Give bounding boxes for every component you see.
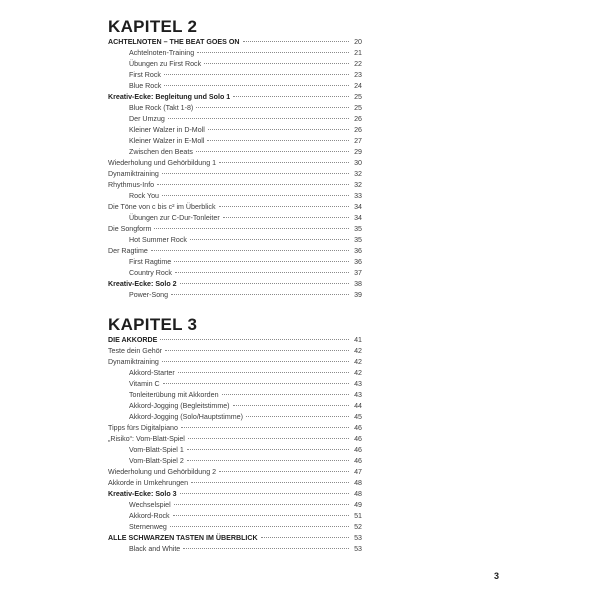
toc-entry: [108, 235, 362, 246]
toc-entry-page: 21: [354, 49, 362, 57]
dot-leader: [233, 96, 349, 97]
toc-entry-label: Kreativ-Ecke: Begleitung und Solo 1: [108, 93, 231, 101]
chapter-title: KAPITEL 3: [108, 315, 198, 334]
toc-entry-page: 27: [354, 137, 362, 145]
dot-leader: [219, 162, 349, 163]
toc-entry-label: Kreativ-Ecke: Solo 3: [108, 490, 177, 498]
chapter-title: KAPITEL 2: [108, 17, 198, 36]
toc-entry-label: Dynamiktraining: [108, 170, 159, 178]
dot-leader: [233, 405, 349, 406]
toc-entry: [108, 246, 362, 257]
toc-entry: [108, 158, 362, 169]
toc-entry: [108, 544, 362, 555]
toc-entry: [108, 401, 362, 412]
toc-entry-label: Akkorde in Umkehrungen: [108, 479, 189, 487]
table-of-contents-list: [108, 335, 362, 555]
toc-entry-label: Wiederholung und Gehörbildung 2: [108, 468, 217, 476]
toc-entry-label: Die Songform: [108, 225, 152, 233]
toc-entry-label: Akkord-Jogging (Begleitstimme): [129, 402, 230, 410]
toc-entry-page: 34: [354, 214, 362, 222]
dot-leader: [162, 195, 349, 196]
toc-entry-page: 47: [354, 468, 362, 476]
toc-entry: [108, 48, 362, 59]
toc-entry-label: Kleiner Walzer in E-Moll: [129, 137, 205, 145]
toc-entry: [108, 37, 362, 48]
toc-entry-label: „Risiko“: Vom-Blatt-Spiel: [108, 435, 185, 443]
toc-entry-label: Vom-Blatt-Spiel 1: [129, 446, 184, 454]
dot-leader: [154, 228, 349, 229]
toc-entry-page: 22: [354, 60, 362, 68]
toc-entry: [108, 70, 362, 81]
toc-entry-label: Wechselspiel: [129, 501, 171, 509]
toc-entry-label: Rock You: [129, 192, 159, 200]
dot-leader: [170, 526, 349, 527]
toc-entry-label: Achtelnoten-Training: [129, 49, 195, 57]
toc-entry-page: 46: [354, 446, 362, 454]
toc-entry-label: Akkord-Jogging (Solo/Hauptstimme): [129, 413, 243, 421]
toc-entry-page: 25: [354, 93, 362, 101]
toc-entry-page: 53: [354, 534, 362, 542]
toc-entry-page: 41: [354, 336, 362, 344]
toc-entry: [108, 169, 362, 180]
dot-leader: [204, 63, 349, 64]
toc-entry-page: 42: [354, 369, 362, 377]
toc-entry-page: 48: [354, 479, 362, 487]
dot-leader: [168, 118, 349, 119]
toc-entry-page: 25: [354, 104, 362, 112]
dot-leader: [243, 41, 349, 42]
toc-entry-label: Hot Summer Rock: [129, 236, 187, 244]
dot-leader: [164, 85, 349, 86]
chapter-2-section: [108, 18, 362, 301]
toc-entry-label: Tonleiterübung mit Akkorden: [129, 391, 219, 399]
dot-leader: [174, 504, 349, 505]
dot-leader: [180, 493, 349, 494]
dot-leader: [222, 394, 349, 395]
toc-entry-page: 35: [354, 236, 362, 244]
toc-entry-label: Black and White: [129, 545, 181, 553]
dot-leader: [160, 339, 349, 340]
toc-entry-label: Wiederholung und Gehörbildung 1: [108, 159, 217, 167]
dot-leader: [165, 350, 349, 351]
toc-entry-page: 48: [354, 490, 362, 498]
toc-entry: [108, 180, 362, 191]
toc-entry: [108, 191, 362, 202]
toc-entry-label: Blue Rock (Takt 1-8): [129, 104, 194, 112]
dot-leader: [180, 283, 349, 284]
toc-entry: [108, 368, 362, 379]
toc-entry: [108, 412, 362, 423]
dot-leader: [197, 52, 349, 53]
toc-entry-page: 42: [354, 347, 362, 355]
toc-entry-page: 46: [354, 457, 362, 465]
toc-entry-label: Der Ragtime: [108, 247, 148, 255]
toc-entry: [108, 522, 362, 533]
toc-entry: [108, 202, 362, 213]
toc-entry-page: 52: [354, 523, 362, 531]
dot-leader: [187, 449, 349, 450]
toc-entry-label: ALLE SCHWARZEN TASTEN IM ÜBERBLICK: [108, 534, 258, 542]
dot-leader: [196, 107, 349, 108]
dot-leader: [183, 548, 349, 549]
dot-leader: [175, 272, 349, 273]
toc-entry: [108, 290, 362, 301]
toc-entry-page: 34: [354, 203, 362, 211]
dot-leader: [162, 173, 349, 174]
dot-leader: [164, 74, 349, 75]
toc-entry-page: 35: [354, 225, 362, 233]
chapter-3-section: [108, 316, 362, 555]
toc-entry: [108, 511, 362, 522]
toc-entry: [108, 434, 362, 445]
dot-leader: [246, 416, 349, 417]
toc-entry-label: First Rock: [129, 71, 161, 79]
dot-leader: [219, 206, 350, 207]
dot-leader: [223, 217, 349, 218]
toc-entry: [108, 59, 362, 70]
toc-entry: [108, 500, 362, 511]
toc-entry-label: Übungen zur C-Dur-Tonleiter: [129, 214, 220, 222]
dot-leader: [187, 460, 349, 461]
dot-leader: [151, 250, 349, 251]
dot-leader: [261, 537, 349, 538]
toc-entry: [108, 390, 362, 401]
toc-entry-label: Zwischen den Beats: [129, 148, 193, 156]
toc-entry: [108, 213, 362, 224]
toc-entry: [108, 346, 362, 357]
toc-entry-label: Tipps fürs Digitalpiano: [108, 424, 178, 432]
toc-entry-label: Der Umzug: [129, 115, 165, 123]
toc-entry-page: 46: [354, 424, 362, 432]
toc-entry-page: 30: [354, 159, 362, 167]
toc-entry: [108, 81, 362, 92]
toc-entry-label: Rhythmus-Info: [108, 181, 155, 189]
dot-leader: [188, 438, 349, 439]
dot-leader: [208, 129, 349, 130]
toc-entry: [108, 379, 362, 390]
toc-entry-page: 33: [354, 192, 362, 200]
toc-entry-label: Dynamiktraining: [108, 358, 159, 366]
toc-entry-page: 53: [354, 545, 362, 553]
dot-leader: [171, 294, 349, 295]
toc-entry-label: Übungen zu First Rock: [129, 60, 202, 68]
toc-entry-page: 36: [354, 258, 362, 266]
toc-entry-label: Akkord-Starter: [129, 369, 175, 377]
toc-entry-page: 42: [354, 358, 362, 366]
toc-entry-label: Vitamin C: [129, 380, 160, 388]
toc-entry-page: 43: [354, 391, 362, 399]
toc-entry-page: 43: [354, 380, 362, 388]
dot-leader: [178, 372, 349, 373]
toc-entry-page: 26: [354, 115, 362, 123]
toc-entry: [108, 335, 362, 346]
toc-entry: [108, 533, 362, 544]
toc-entry-label: Sternenweg: [129, 523, 167, 531]
toc-entry: [108, 423, 362, 434]
toc-entry: [108, 445, 362, 456]
toc-entry-page: 23: [354, 71, 362, 79]
toc-entry-label: Die Töne von c bis c² im Überblick: [108, 203, 216, 211]
toc-entry-label: Akkord-Rock: [129, 512, 170, 520]
dot-leader: [163, 383, 349, 384]
toc-entry-page: 39: [354, 291, 362, 299]
toc-entry: [108, 103, 362, 114]
toc-entry-page: 32: [354, 170, 362, 178]
table-of-contents-list: [108, 37, 362, 301]
dot-leader: [191, 482, 349, 483]
toc-entry-page: 51: [354, 512, 362, 520]
dot-leader: [190, 239, 349, 240]
toc-entry: [108, 357, 362, 368]
toc-entry: [108, 125, 362, 136]
toc-entry-label: First Ragtime: [129, 258, 172, 266]
toc-entry: [108, 489, 362, 500]
toc-entry-page: 24: [354, 82, 362, 90]
toc-entry-page: 37: [354, 269, 362, 277]
toc-entry-page: 46: [354, 435, 362, 443]
toc-entry-label: Blue Rock: [129, 82, 162, 90]
toc-entry-label: Kleiner Walzer in D-Moll: [129, 126, 205, 134]
toc-entry-page: 49: [354, 501, 362, 509]
toc-entry: [108, 257, 362, 268]
toc-entry: [108, 147, 362, 158]
toc-entry-label: DIE AKKORDE: [108, 336, 158, 344]
toc-entry: [108, 136, 362, 147]
toc-entry-label: Kreativ-Ecke: Solo 2: [108, 280, 177, 288]
toc-entry: [108, 268, 362, 279]
toc-entry: [108, 478, 362, 489]
toc-entry-label: Country Rock: [129, 269, 172, 277]
toc-entry-label: Vom-Blatt-Spiel 2: [129, 457, 184, 465]
toc-entry-label: Teste dein Gehör: [108, 347, 163, 355]
dot-leader: [181, 427, 349, 428]
dot-leader: [157, 184, 349, 185]
toc-entry: [108, 92, 362, 103]
dot-leader: [173, 515, 349, 516]
toc-entry-page: 36: [354, 247, 362, 255]
toc-entry-page: 32: [354, 181, 362, 189]
toc-entry: [108, 279, 362, 290]
toc-entry-page: 29: [354, 148, 362, 156]
toc-entry-page: 45: [354, 413, 362, 421]
dot-leader: [174, 261, 349, 262]
toc-entry-page: 44: [354, 402, 362, 410]
dot-leader: [196, 151, 349, 152]
page-number: 3: [494, 571, 500, 581]
toc-entry-page: 26: [354, 126, 362, 134]
toc-entry: [108, 467, 362, 478]
toc-entry-page: 38: [354, 280, 362, 288]
toc-entry: [108, 456, 362, 467]
dot-leader: [162, 361, 349, 362]
toc-entry-label: Power-Song: [129, 291, 169, 299]
toc-entry: [108, 224, 362, 235]
dot-leader: [219, 471, 349, 472]
toc-entry-label: ACHTELNOTEN – THE BEAT GOES ON: [108, 38, 240, 46]
dot-leader: [207, 140, 349, 141]
toc-entry-page: 20: [354, 38, 362, 46]
toc-entry: [108, 114, 362, 125]
